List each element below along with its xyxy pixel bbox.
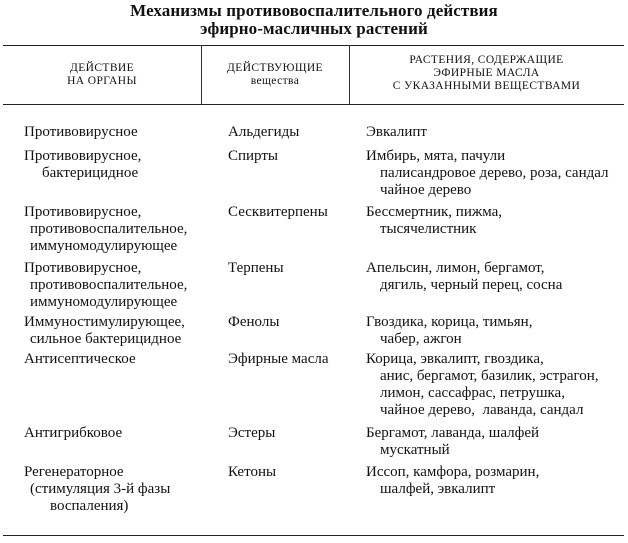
cell-text: Гвоздика, корица, тимьян, [366, 314, 533, 330]
cell-text: чайное дерево [380, 182, 472, 198]
header-action [3, 62, 201, 88]
cell-substance: Спирты [228, 148, 278, 164]
cell-text: анис, бергамот, базилик, эстрагон, [380, 368, 599, 384]
header-action-line: НА ОРГАНЫ [67, 75, 137, 87]
cell-substance: Кетоны [228, 464, 277, 480]
cell-text: иммуномодулирующее [30, 238, 178, 254]
cell-text: Антисептическое [24, 351, 136, 367]
table-subtitle: эфирно-масличных растений [200, 19, 428, 38]
cell-plants [366, 351, 599, 419]
cell-text: Эвкалипт [366, 124, 427, 140]
cell-text: Иммуностимулирующее, [24, 314, 185, 330]
cell-text: воспаления) [50, 498, 129, 514]
cell-action [24, 464, 170, 515]
cell-text: тысячелистник [380, 221, 477, 237]
cell-plants [366, 124, 427, 141]
cell-plants [366, 464, 539, 498]
cell-text: чайное дерево, лаванда, сандал [380, 402, 584, 418]
cell-substance: Альдегиды [228, 124, 300, 140]
cell-text: Противовирусное, [24, 204, 142, 220]
cell-plants [366, 204, 502, 238]
cell-plants [366, 260, 562, 294]
cell-substance: Фенолы [228, 314, 280, 330]
cell-text: Антигрибковое [24, 425, 123, 441]
header-plants-line: С УКАЗАННЫМИ ВЕЩЕСТВАМИ [392, 80, 581, 92]
header-divider [3, 104, 624, 105]
cell-action [24, 204, 187, 255]
cell-text: противовоспалительное, [30, 221, 188, 237]
cell-action [24, 351, 136, 368]
cell-text: иммуномодулирующее [30, 294, 178, 310]
cell-text: противовоспалительное, [30, 277, 188, 293]
cell-text: лимон, сассафрас, петрушка, [380, 385, 565, 401]
header-plants-line: РАСТЕНИЯ, СОДЕРЖАЩИЕ [409, 54, 564, 66]
cell-text: Корица, эвкалипт, гвоздика, [366, 351, 544, 367]
cell-text: мускатный [380, 442, 450, 458]
cell-plants [366, 148, 609, 199]
cell-text: (стимуляция 3-й фазы [30, 481, 171, 497]
cell-text: Противовирусное, [24, 260, 142, 276]
header-substance [201, 62, 349, 88]
cell-text: Апельсин, лимон, бергамот, [366, 260, 545, 276]
cell-text: бактерицидное [42, 165, 139, 181]
cell-action [24, 260, 187, 311]
cell-text: дягиль, черный перец, сосна [380, 277, 563, 293]
cell-text: Регенераторное [24, 464, 124, 480]
cell-text: Противовирусное [24, 124, 138, 140]
header-plants [349, 54, 624, 93]
cell-plants [366, 425, 539, 459]
cell-action [24, 124, 138, 141]
cell-text: чабер, ажгон [380, 331, 462, 347]
cell-substance: Терпены [228, 260, 284, 276]
cell-text: Противовирусное, [24, 148, 142, 164]
cell-substance: Эфирные масла [228, 351, 329, 367]
table-title: Механизмы противовоспалительного действия [130, 1, 498, 20]
header-substance-line: ДЕЙСТВУЮЩИЕ [227, 62, 323, 74]
cell-text: Имбирь, мята, пачули [366, 148, 506, 164]
header-substance-line: вещества [250, 75, 300, 87]
cell-text: сильное бактерицидное [30, 331, 182, 347]
cell-text: палисандровое дерево, роза, сандал [380, 165, 609, 181]
cell-action [24, 425, 122, 442]
cell-action [24, 148, 141, 182]
header-action-line: ДЕЙСТВИЕ [69, 62, 135, 74]
cell-text: Иссоп, камфора, розмарин, [366, 464, 540, 480]
cell-plants [366, 314, 532, 348]
cell-action [24, 314, 185, 348]
cell-text: Бессмертник, пижма, [366, 204, 503, 220]
cell-substance: Эстеры [228, 425, 276, 441]
cell-text: Бергамот, лаванда, шалфей [366, 425, 540, 441]
cell-text: шалфей, эвкалипт [380, 481, 496, 497]
header-plants-line: ЭФИРНЫЕ МАСЛА [433, 67, 540, 79]
cell-substance: Сесквитерпены [228, 204, 328, 220]
